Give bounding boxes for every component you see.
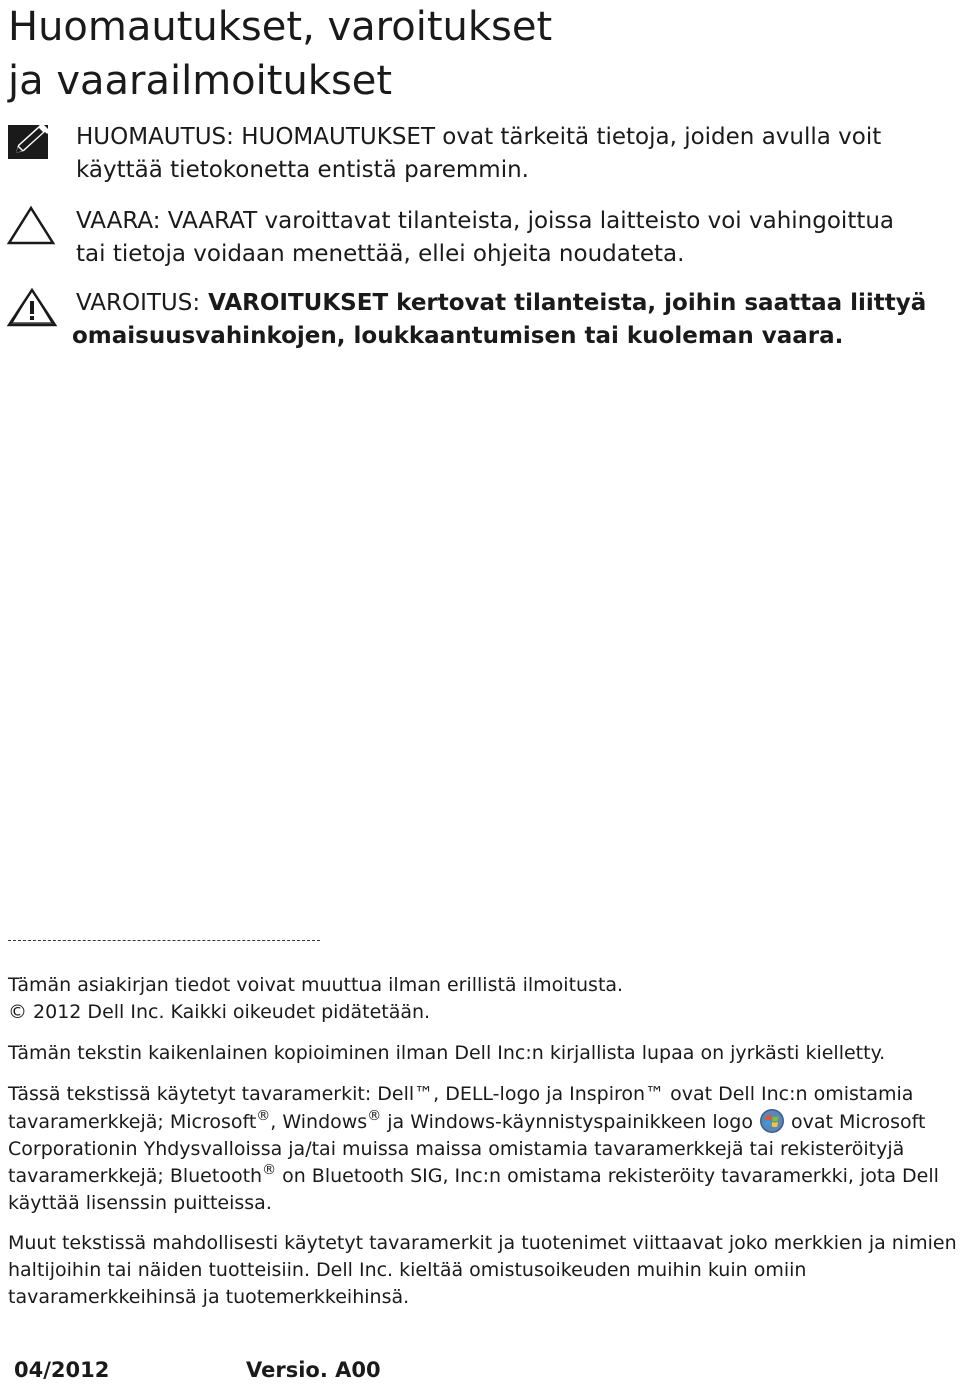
- trademarks-part4: ovat Microsoft Corporationin Yhdysvalloissa ja/tai muissa maissa omistamia tavaramerkkejä tai rekisteröityjä tavaramerkkejä; Bluetooth: [8, 1111, 926, 1187]
- warning-notice: [6, 287, 956, 357]
- document-version: Versio. A00: [246, 1358, 381, 1382]
- trademarks-paragraph: [8, 1081, 958, 1217]
- windows-start-logo-icon: [759, 1108, 785, 1134]
- trademarks-part5: on Bluetooth SIG, Inc:n omistama rekisteröity tavaramerkki, jota Dell käyttää lisenssin puitteissa.: [8, 1165, 939, 1214]
- caution-label: VAARA:: [76, 208, 161, 234]
- other-trademarks-paragraph: Muut tekstissä mahdollisesti käytetyt tavaramerkit ja tuotenimet viittaavat joko merkkien ja nimien haltijoihin tai näiden tuotteisiin. Dell Inc. kieltää omistusoikeuden muihin kuin omiin tavaramerkkeihinsä ja tuotemerkkeihinsä.: [8, 1232, 957, 1308]
- caution-line2: tai tietoja voidaan menettää, ellei ohjeita noudateta.: [76, 241, 685, 267]
- trademarks-part3: ja Windows-käynnistyspainikkeen logo: [381, 1111, 753, 1133]
- copyright-icon: ©: [8, 1001, 27, 1023]
- copyright-text: 2012 Dell Inc. Kaikki oikeudet pidätetään.: [27, 1001, 431, 1023]
- publication-date: 04/2012: [14, 1358, 110, 1382]
- warning-triangle-exclamation-icon: [6, 287, 58, 331]
- note-label: HUOMAUTUS:: [76, 124, 234, 150]
- registered-mark: ®: [262, 1162, 277, 1178]
- copyright-line: [8, 999, 958, 1026]
- page-title-line2: ja vaarailmoitukset: [8, 58, 393, 104]
- registered-mark: ®: [256, 1108, 271, 1124]
- note-notice: [6, 121, 956, 191]
- note-line2: käyttää tietokonetta entistä paremmin.: [76, 157, 529, 183]
- page-title-line1: Huomautukset, varoitukset: [8, 4, 553, 50]
- caution-notice: [6, 205, 956, 275]
- registered-mark: ®: [367, 1108, 382, 1124]
- caution-line1: VAARAT varoittavat tilanteista, joissa laitteisto voi vahingoittua: [160, 208, 895, 234]
- trademarks-part1: Tässä tekstissä käytetyt tavaramerkit: Dell™, DELL-logo ja Inspiron™ ovat Dell Inc:n omistamia tavaramerkkejä; Microsoft: [8, 1083, 914, 1133]
- warning-text: [72, 287, 956, 353]
- caution-text: [76, 205, 956, 271]
- change-notice: Tämän asiakirjan tiedot voivat muuttua ilman erillistä ilmoitusta.: [8, 974, 624, 996]
- note-text: [76, 121, 956, 187]
- footer-divider: [8, 940, 320, 941]
- warning-line2: omaisuusvahinkojen, loukkaantumisen tai kuoleman vaara.: [72, 323, 844, 349]
- note-pencil-icon: [6, 121, 52, 165]
- copy-prohibition: Tämän tekstin kaikenlainen kopioiminen ilman Dell Inc:n kirjallista lupaa on jyrkästi kielletty.: [8, 1042, 886, 1064]
- warning-label: VAROITUS:: [76, 290, 201, 316]
- trademarks-part2: , Windows: [270, 1111, 368, 1133]
- page-title: [8, 0, 552, 108]
- warning-line1: VAROITUKSET kertovat tilanteista, joihin saattaa liittyä: [200, 290, 927, 316]
- note-line1: HUOMAUTUKSET ovat tärkeitä tietoja, joiden avulla voit: [233, 124, 882, 150]
- caution-triangle-icon: [6, 205, 56, 249]
